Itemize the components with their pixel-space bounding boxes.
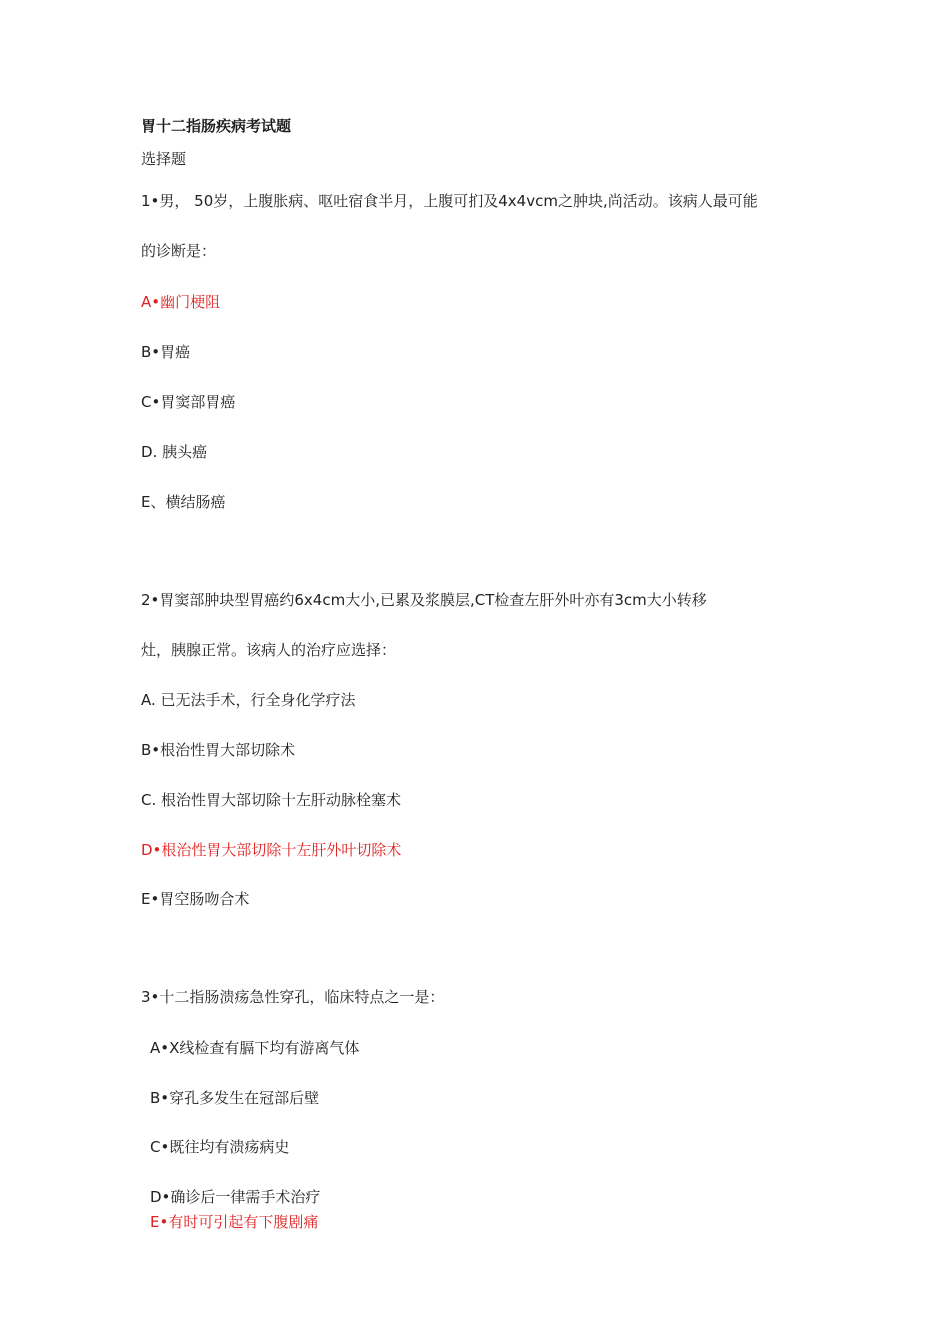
option: B•根治性胃大部切除术 (141, 741, 296, 759)
option: C. 根治性胃大部切除十左肝动脉栓塞术 (141, 791, 402, 809)
option-correct: D•根治性胃大部切除十左肝外叶切除术 (141, 841, 402, 859)
option: C•胃窦部胃癌 (141, 393, 236, 411)
option: E、横结肠癌 (141, 493, 226, 511)
question-stem-line: 灶，胰腺正常。该病人的治疗应选择： (141, 641, 397, 659)
option-correct: E•有时可引起有下腹剧痛 (150, 1213, 319, 1231)
question-stem-line: 1•男， 50岁，上腹胀病、呕吐宿食半月，上腹可扪及4x4vcm之肿块,尚活动。该病人最可能 (141, 192, 758, 210)
doc-title: 胃十二指肠疾病考试题 (141, 117, 292, 135)
question-stem-line: 3•十二指肠溃疡急性穿孔，临床特点之一是： (141, 988, 445, 1006)
option: D. 胰头癌 (141, 443, 208, 461)
option: B•胃癌 (141, 343, 191, 361)
question-stem-line: 2•胃窦部肿块型胃癌约6x4cm大小,已累及浆膜层,CT检查左肝外叶亦有3cm大小转移 (141, 591, 707, 609)
option: B•穿孔多发生在冠部后壁 (150, 1089, 320, 1107)
section-heading: 选择题 (141, 150, 187, 168)
option: D•确诊后一律需手术治疗 (150, 1188, 321, 1206)
option: E•胃空肠吻合术 (141, 890, 250, 908)
option: A. 已无法手术，行全身化学疗法 (141, 691, 356, 709)
option: C•既往均有溃疡病史 (150, 1138, 290, 1156)
question-stem-line: 的诊断是： (141, 242, 217, 260)
option-correct: A•幽门梗阻 (141, 293, 221, 311)
option: A•X线检查有膈下均有游离气体 (150, 1039, 360, 1057)
